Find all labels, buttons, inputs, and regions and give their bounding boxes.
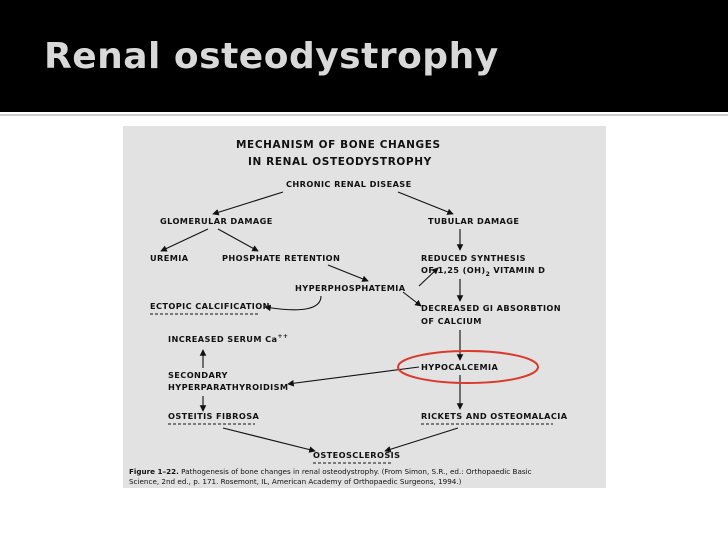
- node-hyperphosphatemia: HYPERPHOSPHATEMIA: [295, 283, 406, 293]
- node-secondary-1: SECONDARY: [168, 370, 228, 380]
- node-phosphate-retention: PHOSPHATE RETENTION: [222, 253, 341, 263]
- node-glomerular-damage: GLOMERULAR DAMAGE: [160, 216, 273, 226]
- figure-heading-line1: MECHANISM OF BONE CHANGES: [236, 139, 441, 151]
- figure-heading-line2: IN RENAL OSTEODYSTROPHY: [248, 156, 432, 168]
- slide-title: Renal osteodystrophy: [44, 36, 499, 77]
- node-chronic-renal-disease: CHRONIC RENAL DISEASE: [286, 179, 412, 189]
- figure-caption-line1: Figure 1–22. Pathogenesis of bone changes in renal osteodystrophy. (From Simon, S.R., ed.: Orthopaedic Basic: [129, 467, 532, 476]
- title-divider: [0, 114, 728, 116]
- node-osteosclerosis: OSTEOSCLEROSIS: [313, 450, 401, 460]
- node-tubular-damage: TUBULAR DAMAGE: [428, 216, 520, 226]
- node-hypocalcemia: HYPOCALCEMIA: [421, 362, 499, 372]
- node-ectopic-calcification: ECTOPIC CALCIFICATION: [150, 301, 270, 311]
- node-increased-serum: INCREASED SERUM Ca++: [168, 333, 289, 344]
- node-osteitis-fibrosa: OSTEITIS FIBROSA: [168, 411, 260, 421]
- node-rickets-osteomalacia: RICKETS AND OSTEOMALACIA: [421, 411, 568, 421]
- node-decreased-gi-2: OF CALCIUM: [421, 316, 482, 326]
- node-uremia: UREMIA: [150, 253, 189, 263]
- scanned-figure: [123, 126, 606, 488]
- node-reduced-synthesis-1: REDUCED SYNTHESIS: [421, 253, 526, 263]
- flowchart: [123, 126, 606, 488]
- node-reduced-synthesis-2: OF 1,25 $(OH)_2$ VITAMIN D: [421, 265, 546, 278]
- node-secondary-2: HYPERPARATHYROIDISM: [168, 382, 289, 392]
- figure-caption-line2: Science, 2nd ed., p. 171. Rosemont, IL, American Academy of Orthopaedic Surgeons, 1994.): [129, 477, 462, 486]
- node-decreased-gi-1: DECREASED GI ABSORBTION: [421, 303, 562, 313]
